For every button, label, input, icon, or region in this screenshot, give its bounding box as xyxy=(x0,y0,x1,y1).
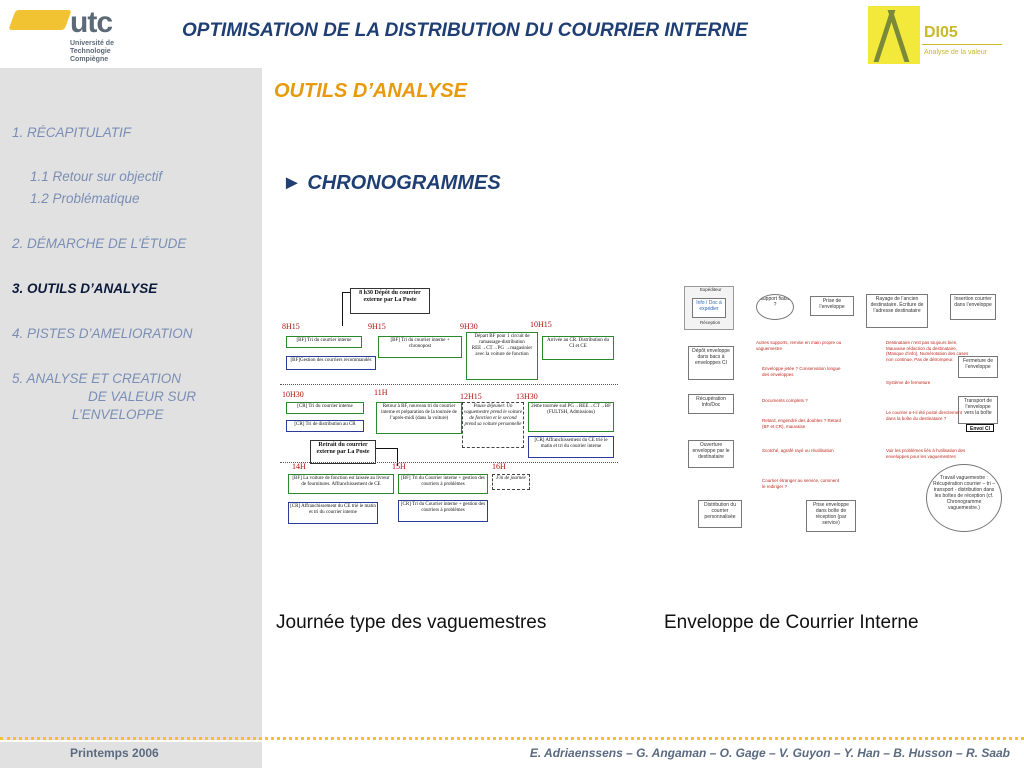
sidebar-item-analyse-creation-line2: DE VALEUR SUR xyxy=(88,389,197,404)
header xyxy=(0,0,1024,68)
flow-note: Enveloppe jetée ? Conservation longue des enveloppes xyxy=(762,366,841,377)
flow-note: Retard, engendré des doubles ? Retard (BF et CR), mauvaise xyxy=(762,418,842,429)
chrono-time: 14H xyxy=(292,462,306,471)
utc-logo-name: utc xyxy=(70,6,112,39)
flow-note: Voir les problèmes liés à l’utilisation des enveloppes pour les vaguemestres xyxy=(886,448,966,459)
di05-logo xyxy=(868,4,1008,66)
chrono-box-depot-poste: 8 h30 Dépôt du courrier externe par La Poste xyxy=(350,288,430,314)
chrono-box: [CR] Tri du courrier interne xyxy=(286,402,364,414)
flow-box: Ouverture enveloppe par le destinataire xyxy=(688,440,734,468)
chrono-box: [CR] Tri de distribution au CR xyxy=(286,420,364,432)
flow-ellipse-vaguemestre: Travail vaguemestre : Récupération courrier – tri – transport - distribution dans les boîtes de réception (cf. Chronogramme vaguemestre.) xyxy=(926,464,1002,532)
chrono-separator xyxy=(280,462,618,463)
flowchart xyxy=(680,272,1006,542)
sidebar xyxy=(0,68,262,740)
chrono-time: 12H15 xyxy=(460,392,482,401)
utc-logo-line1: Université de Technologie xyxy=(70,40,114,55)
chrono-time: 15H xyxy=(392,462,406,471)
flow-box: Fermeture de l’enveloppe xyxy=(958,356,998,378)
footer-date: Printemps 2006 xyxy=(70,746,159,760)
flow-label: Réception xyxy=(700,320,721,325)
flow-box: Dépôt enveloppe dans bacs à enveloppes CI xyxy=(688,346,734,380)
chrono-box: [BF] La voiture de fonction est laissée au livreur de fournitures. Affranchissement de CE xyxy=(288,474,394,494)
flow-note: Scotché, agrafé rayé ou réutilisation xyxy=(762,448,834,453)
flow-box: Prise enveloppe dans boîte de réception (par service) xyxy=(806,500,856,532)
footer-dotted-rule xyxy=(0,737,1024,741)
chrono-box: Pause déjeuner. Un vaguemestre prend le voiture de fonction et le second prend sa voiture personnelle xyxy=(462,402,524,448)
di05-logo-name: DI05 xyxy=(924,24,958,41)
chrono-box: Fin de journée xyxy=(492,474,530,490)
flow-box-envoi-ci: Envoi CI xyxy=(966,424,994,432)
sidebar-item-analyse-creation[interactable]: 5. ANALYSE ET CREATION xyxy=(12,371,182,386)
chrono-time: 10H30 xyxy=(282,390,304,399)
flow-box: Récupération Info/Doc xyxy=(688,394,734,414)
subsection-title: ► CHRONOGRAMMES xyxy=(282,172,501,194)
flow-note: Destinataire n’est pas toujours bien, Mauvaise rédaction du destinataire, (Manque d’info), Numérotation des cases non continue, Pas de détrompeur. xyxy=(886,340,969,362)
chrono-time: 8H15 xyxy=(282,322,300,331)
footer-left-panel xyxy=(0,742,262,768)
sidebar-item-analyse-creation-line3: L’ENVELOPPE xyxy=(72,407,164,422)
chrono-box: [CR] Affranchissement du CE trié le matin et tri du courrier interne xyxy=(528,436,614,458)
utc-logo-university xyxy=(70,40,154,64)
sidebar-item-retour-objectif[interactable]: 1.1 Retour sur objectif xyxy=(30,169,163,184)
chrono-box: [CR] Tri du Courrier interne + gestion des courriers à problèmes xyxy=(398,500,488,522)
chrono-time: 10H15 xyxy=(530,320,552,329)
caption-flowchart: Enveloppe de Courrier Interne xyxy=(664,612,919,633)
chronogram xyxy=(280,284,620,524)
flow-box: Transport de l’enveloppe vers la boîte xyxy=(958,396,998,424)
chrono-arrow-depot xyxy=(342,292,350,326)
chrono-box: Arrivée au CR. Distribution du CI et CE xyxy=(542,336,614,360)
flow-note: Autres supports, remise en main propre ou vaguemestre xyxy=(756,340,842,351)
chrono-box: Retour à BF, nouveau tri du courrier interne et préparation de la tournée de l’après-midi (dans la voiture) xyxy=(376,402,462,434)
footer-authors: E. Adriaenssens – G. Angaman – O. Gage – V. Guyon – Y. Han – B. Husson – R. Saab xyxy=(529,746,1010,760)
chrono-box: Départ BF pour 1 circuit de ramassage-distribution REE→CT→PG →magasinier avec la voiture de fonction xyxy=(466,332,538,380)
sidebar-item-outils-analyse[interactable]: 3. OUTILS D’ANALYSE xyxy=(12,281,158,296)
flow-box: Insertion courrier dans l’enveloppe xyxy=(950,294,996,320)
utc-logo-line2: Compiègne xyxy=(70,56,109,63)
sidebar-item-problematique[interactable]: 1.2 Problématique xyxy=(30,191,140,206)
slide-title: OPTIMISATION DE LA DISTRIBUTION DU COURRIER INTERNE xyxy=(182,20,748,41)
chrono-separator xyxy=(280,384,618,385)
chrono-box: [BF] Tri du courrier interne xyxy=(286,336,362,348)
flow-note: Système de fermeture xyxy=(886,380,931,385)
chrono-box: [BF]Gestion des courriers recommandés xyxy=(286,356,376,370)
flow-box: Prise de l’enveloppe xyxy=(810,296,854,316)
flow-note: Le courrier a-t-il été posté directement dans la boîte du destinataire ? xyxy=(886,410,963,421)
sidebar-item-pistes[interactable]: 4. PISTES D’AMELIORATION xyxy=(12,326,193,341)
flow-note: Courrier étranger au service, comment le rediriger ? xyxy=(762,478,840,489)
caption-chronogram: Journée type des vaguemestres xyxy=(276,612,547,633)
chrono-box-retrait-poste: Retrait du courrier externe par La Poste xyxy=(310,440,376,464)
flow-note: Documents complets ? xyxy=(762,398,808,403)
flow-box: Rayage de l’ancien destinataire. Écriture de l’adresse destinataire xyxy=(866,294,928,328)
chrono-box: [BF] Tri du courrier interne + chronopost xyxy=(378,336,462,358)
footer xyxy=(0,742,1024,768)
flow-label: Expéditeur xyxy=(700,287,722,292)
chrono-box: [CR] Affranchissement du CE trié le matin et tri du courrier interne xyxy=(288,502,378,524)
utc-logo-mark xyxy=(8,10,71,30)
di05-logo-subtitle: Analyse de la valeur xyxy=(924,49,988,56)
flow-box: Info / Doc à expédier xyxy=(692,298,726,318)
sidebar-item-demarche[interactable]: 2. DÉMARCHE DE L'ÉTUDE xyxy=(12,236,187,251)
sidebar-item-recapitulatif[interactable]: 1. RÉCAPITULATIF xyxy=(12,125,132,140)
chrono-box: 2ème tournée sud PG→REE→CT→BF (FULTSH, Admissions) xyxy=(528,402,614,432)
flow-decision: Support fiable ? xyxy=(756,294,794,320)
chrono-time: 9H30 xyxy=(460,322,478,331)
chrono-time: 16H xyxy=(492,462,506,471)
flow-box: Distribution du courrier personnalisée xyxy=(698,500,742,528)
chrono-time: 11H xyxy=(374,388,388,397)
chrono-time: 13H30 xyxy=(516,392,538,401)
chrono-time: 9H15 xyxy=(368,322,386,331)
chrono-box: [BF] Tri du Courrier interne + gestion des courriers à problèmes xyxy=(398,474,488,494)
utc-logo xyxy=(4,6,154,62)
section-title: OUTILS D’ANALYSE xyxy=(274,80,467,102)
di05-logo-rule xyxy=(922,44,1002,45)
